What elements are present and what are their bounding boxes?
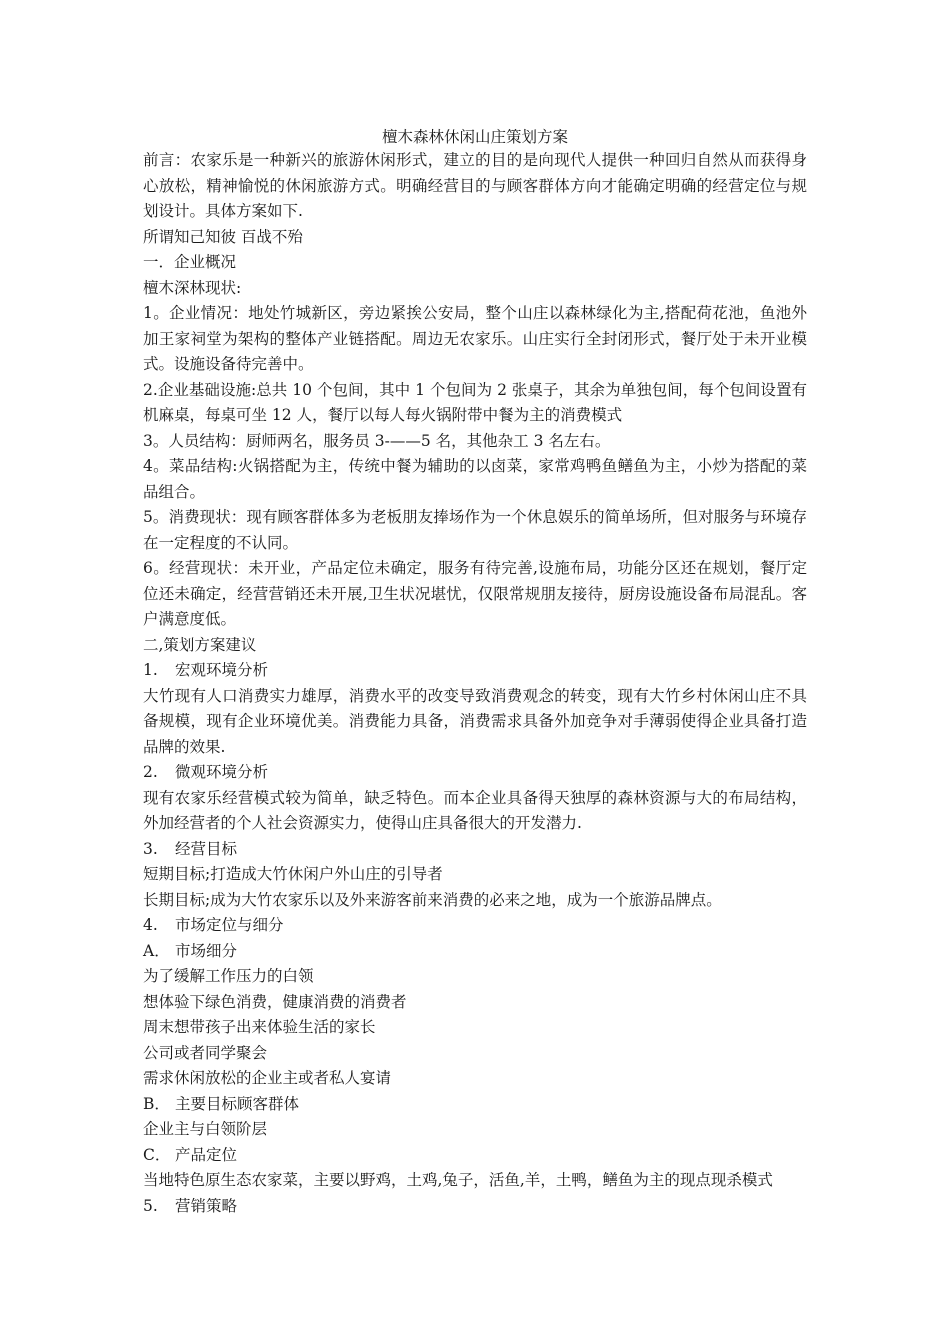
sub3-number: 3. — [143, 839, 158, 858]
sub4a-label: 市场细分 — [175, 941, 238, 960]
sub4c-number: C． — [143, 1145, 171, 1164]
sub3-heading — [143, 837, 807, 863]
section1-item-4: 4。菜品结构:火锅搭配为主，传统中餐为辅助的以卤菜，家常鸡鸭鱼鳝鱼为主，小炒为搭配的菜品组合。 — [143, 457, 807, 501]
sub4a-heading — [143, 939, 807, 965]
sub4-number: 4. — [143, 916, 158, 934]
sub5-number: 5. — [143, 1196, 158, 1215]
sub4-label: 市场定位与细分 — [175, 916, 284, 934]
document-page — [143, 126, 807, 1219]
sub4c-heading — [143, 1143, 807, 1169]
sub2-heading — [143, 760, 807, 786]
sub5-label: 营销策略 — [175, 1196, 238, 1215]
long-term-goal: 长期目标;成为大竹农家乐以及外来游客前来消费的必来之地，成为一个旅游品牌点。 — [143, 890, 722, 909]
sub1-number: 1. — [143, 661, 158, 679]
segment-item: 想体验下绿色消费，健康消费的消费者 — [143, 992, 407, 1011]
segment-item: 公司或者同学聚会 — [143, 1043, 268, 1062]
segment-item: 需求休闲放松的企业主或者私人宴请 — [143, 1069, 392, 1087]
sub4b-heading — [143, 1092, 807, 1118]
sub4b-label: 主要目标顾客群体 — [175, 1094, 300, 1113]
segment-item: 周末想带孩子出来体验生活的家长 — [143, 1018, 376, 1036]
section1-item-1: 1。企业情况：地处竹城新区，旁边紧挨公安局，整个山庄以森林绿化为主,搭配荷花池，鱼池外加王家祠堂为架构的整体产业链搭配。周边无农家乐。山庄实行全封闭形式，餐厅处于未开业模式。设施设备待完善中。 — [143, 304, 807, 373]
sub2-label: 微观环境分析 — [175, 763, 269, 781]
product-positioning-text: 当地特色原生态农家菜，主要以野鸡，土鸡,兔子，活鱼,羊，土鸭，鳝鱼为主的现点现杀模式 — [143, 1171, 773, 1189]
sub4-heading — [143, 913, 807, 939]
document-title: 檀木森林休闲山庄策划方案 — [381, 128, 568, 146]
section1-item-2: 2.企业基础设施:总共 10 个包间，其中 1 个包间为 2 张桌子，其余为单独包间，每个包间设置有机麻桌，每桌可坐 12 人，餐厅以每人每火锅附带中餐为主的消费模式 — [143, 380, 807, 424]
sub2-paragraph: 现有农家乐经营模式较为简单，缺乏特色。而本企业具备得天独厚的森林资源与大的布局结构，外加经营者的个人社会资源实力，使得山庄具备很大的开发潜力. — [143, 788, 807, 832]
sub5-heading — [143, 1194, 807, 1220]
sub1-label: 宏观环境分析 — [175, 661, 269, 679]
segment-item: 为了缓解工作压力的白领 — [143, 967, 314, 985]
target-customer-text: 企业主与白领阶层 — [143, 1120, 268, 1138]
section1-item-3: 3。人员结构：厨师两名，服务员 3-——5 名，其他杂工 3 名左右。 — [143, 431, 611, 450]
section1-heading: 一．企业概况 — [143, 253, 237, 271]
section1-subheading: 檀木深林现状: — [143, 278, 242, 297]
sub1-paragraph: 大竹现有人口消费实力雄厚，消费水平的改变导致消费观念的转变，现有大竹乡村休闲山庄不具备规模，现有企业环境优美。消费能力具备，消费需求具备外加竞争对手薄弱使得企业具备打造品牌的效果. — [143, 686, 807, 756]
section1-item-5: 5。消费现状：现有顾客群体多为老板朋友捧场作为一个休息娱乐的简单场所，但对服务与环境存在一定程度的不认同。 — [143, 508, 807, 552]
sub3-label: 经营目标 — [175, 839, 238, 858]
section2-heading: 二,策划方案建议 — [143, 635, 257, 654]
short-term-goal: 短期目标;打造成大竹休闲户外山庄的引导者 — [143, 865, 443, 883]
sub4b-number: B． — [143, 1094, 170, 1113]
preface-paragraph: 前言：农家乐是一种新兴的旅游休闲形式，建立的目的是向现代人提供一种回归自然从而获得身心放松，精神愉悦的休闲旅游方式。明确经营目的与顾客群体方向才能确定明确的经营定位与规划设计。具体方案如下. — [143, 151, 807, 220]
sub4a-number: A． — [143, 941, 170, 960]
sub4c-label: 产品定位 — [175, 1145, 238, 1164]
sub1-heading — [143, 658, 807, 684]
motto-line: 所谓知己知彼 百战不殆 — [143, 227, 303, 246]
section1-item-6: 6。经营现状：未开业，产品定位未确定，服务有待完善,设施布局，功能分区还在规划，餐厅定位还未确定，经营营销还未开展,卫生状况堪忧，仅限常规朋友接待，厨房设施设备布局混乱。客户满意度低。 — [143, 559, 807, 628]
sub2-number: 2. — [143, 763, 158, 781]
